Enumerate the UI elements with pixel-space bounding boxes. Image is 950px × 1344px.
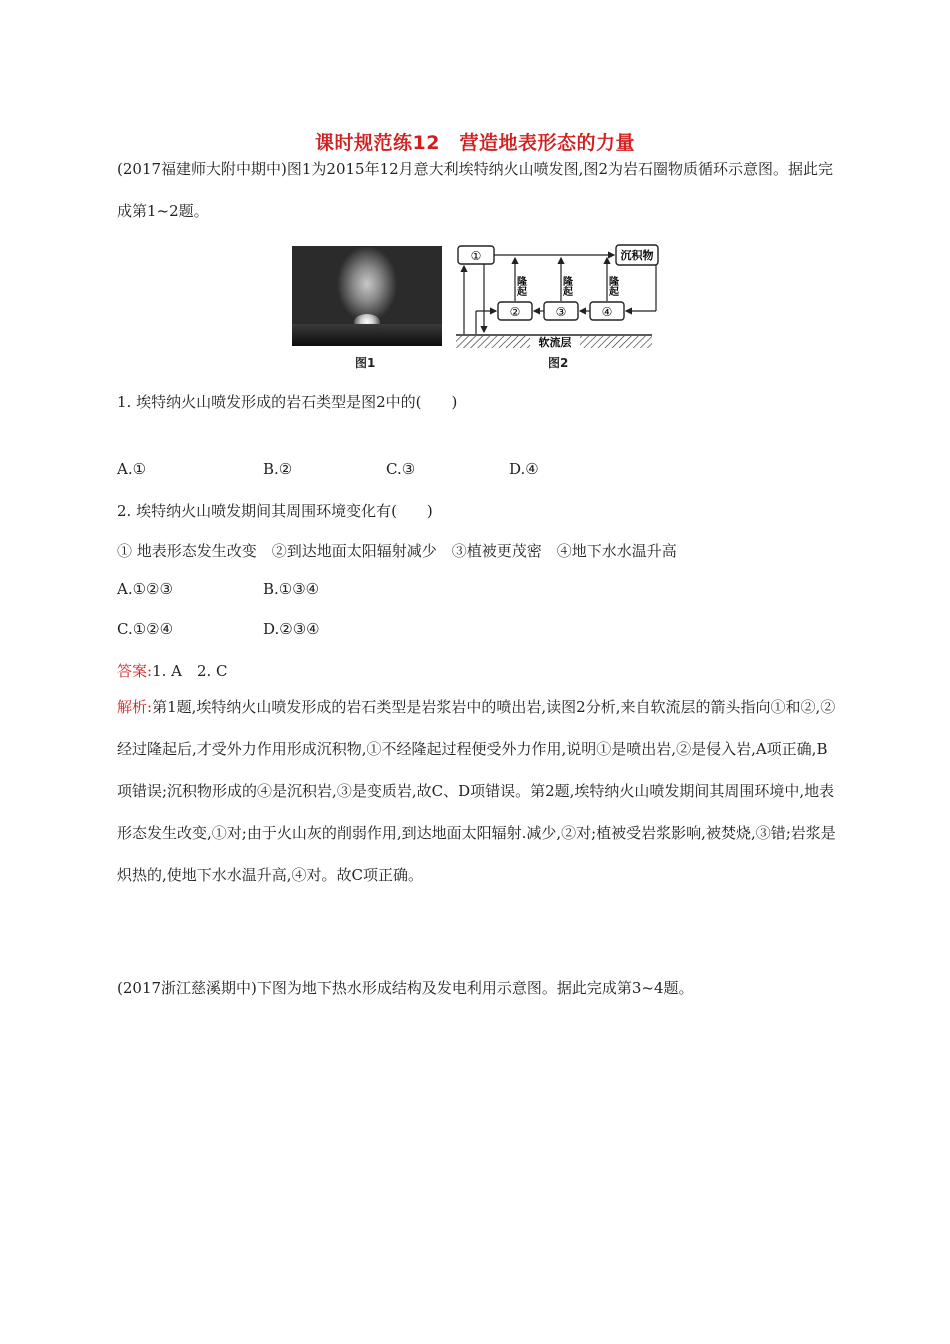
q1-option-b: B.② (263, 460, 293, 478)
q1-option-c: C.③ (386, 460, 416, 478)
q2-option-a: A.①②③ (117, 580, 173, 598)
box-3-label: ③ (555, 305, 567, 319)
analysis-label: 解析: (117, 698, 153, 716)
uplift-label-3: 隆起 (606, 276, 618, 296)
box-4-label: ④ (601, 305, 613, 319)
page-title: 课时规范练12 营造地表形态的力量 (315, 132, 635, 154)
figure-1-caption: 图1 (355, 356, 376, 370)
intro-2-paragraph: (2017浙江慈溪期中)下图为地下热水形成结构及发电利用示意图。据此完成第3~4题。 (117, 979, 694, 997)
q1-option-a: A.① (117, 460, 147, 478)
uplift-label-2: 隆起 (560, 276, 572, 296)
analysis-paragraph (117, 686, 837, 896)
box-1-label: ① (470, 249, 482, 263)
answer-text: 1. A 2. C (152, 662, 228, 680)
sediment-label: 沉积物 (620, 249, 654, 262)
figure-group (292, 242, 664, 372)
question-1-stem: 1. 埃特纳火山喷发形成的岩石类型是图2中的( ) (117, 393, 458, 411)
figure-2-caption: 图2 (548, 356, 569, 370)
answer-label: 答案: (117, 662, 153, 680)
rock-cycle-diagram (456, 242, 662, 354)
answer-line (117, 660, 228, 681)
intro-paragraph: (2017福建师大附中期中)图1为2015年12月意大利埃特纳火山喷发图,图2为岩石圈物质循环示意图。据此完成第1~2题。 (117, 160, 833, 220)
analysis-text: 第1题,埃特纳火山喷发形成的岩石类型是岩浆岩中的喷出岩,读图2分析,来自软流层的箭头指向①和②,②经过隆起后,才受外力作用形成沉积物,①不经隆起过程便受外力作用,说明①是喷出岩,②是侵入岩,A项正确,B项错误;沉积物形成的④是沉积岩,③是变质岩,故C、D项错误。第2题,埃特纳火山喷发期间其周围环境中,地表形态发生改变,①对;由于火山灰的削弱作用,到达地面太阳辐射.减少,②对;植被受岩浆影响,被焚烧,③错;岩浆是炽热的,使地下水水温升高,④对。故C项正确。 (117, 698, 836, 884)
uplift-label-1: 隆起 (514, 276, 526, 296)
q2-option-c: C.①②④ (117, 620, 174, 638)
box-2-label: ② (509, 305, 521, 319)
q1-option-d: D.④ (509, 460, 539, 478)
mantle-label: 软流层 (538, 336, 572, 349)
q2-option-d: D.②③④ (263, 620, 320, 638)
question-2-statements: ① 地表形态发生改变 ②到达地面太阳辐射减少 ③植被更茂密 ④地下水水温升高 (117, 542, 677, 560)
question-2-stem: 2. 埃特纳火山喷发期间其周围环境变化有( ) (117, 502, 433, 520)
volcano-photo (292, 246, 442, 346)
q2-option-b: B.①③④ (263, 580, 320, 598)
